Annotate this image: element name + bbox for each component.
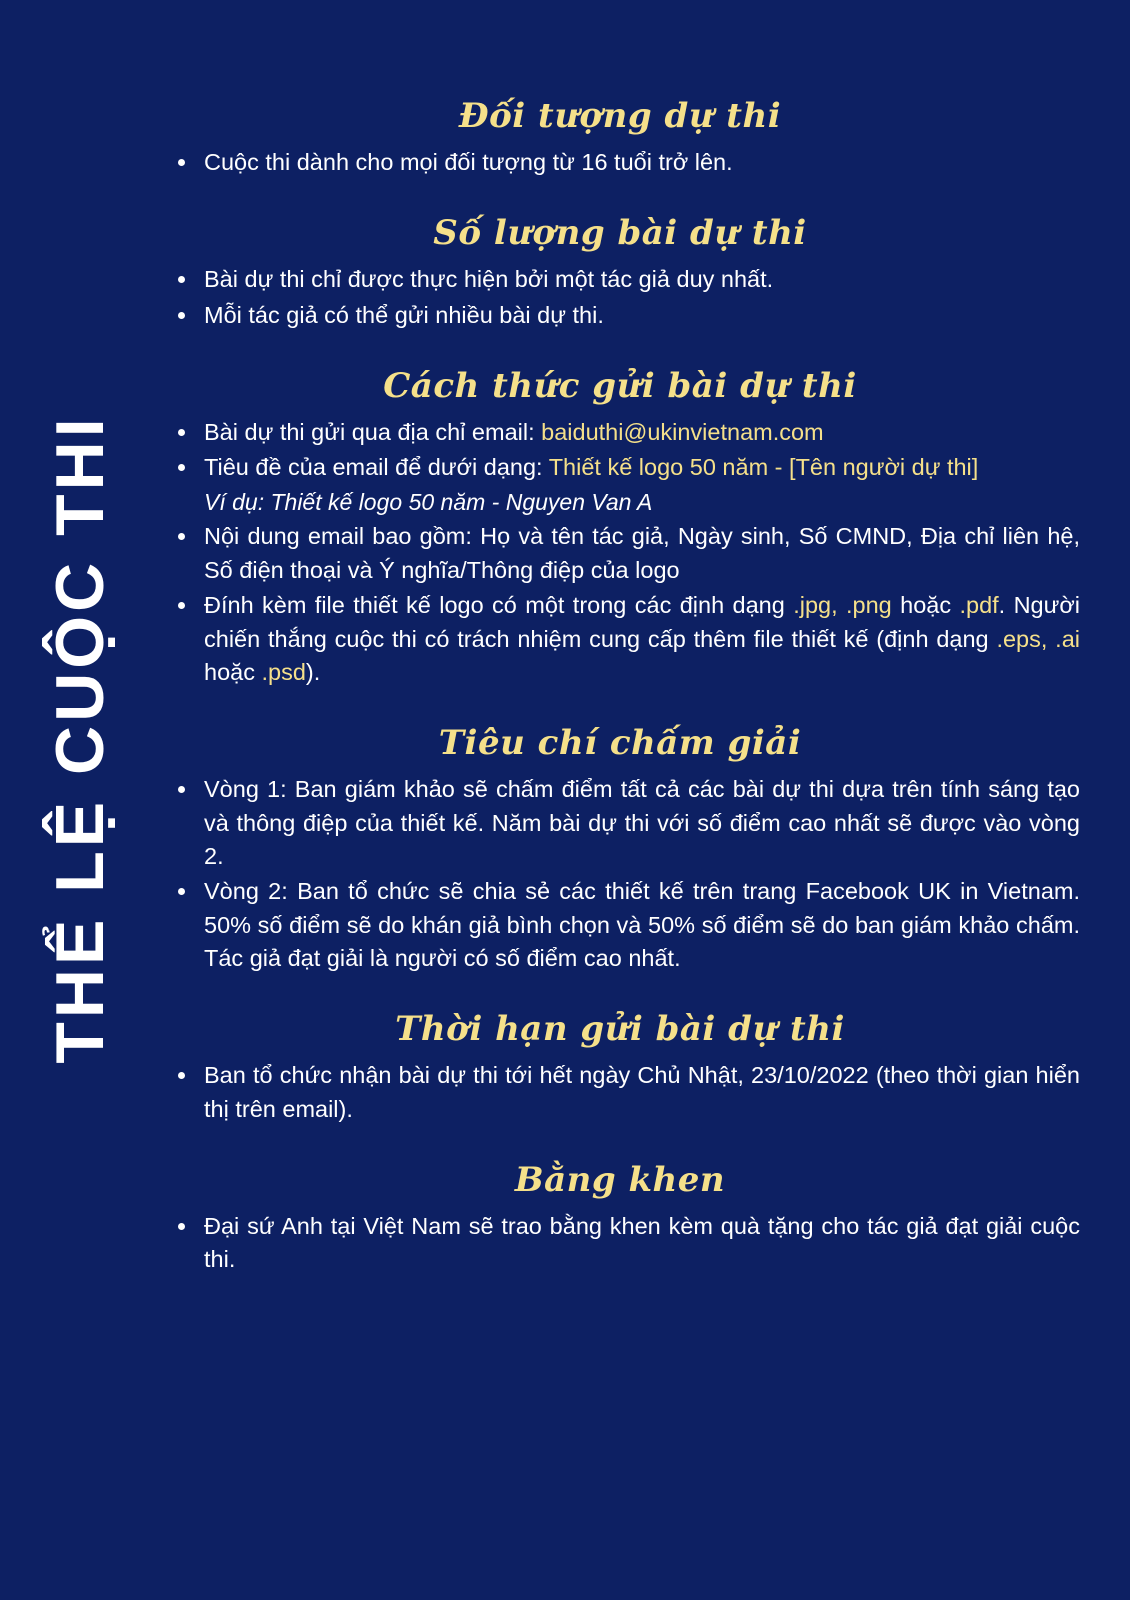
list-item — [160, 875, 1080, 975]
section-so-luong-bai-du-thi — [160, 213, 1080, 332]
list-item-text: Bài dự thi chỉ được thực hiện bởi một tác giả duy nhất. — [204, 266, 774, 293]
list-item-text: hoặc — [204, 658, 262, 685]
file-format-psd: .psd — [261, 658, 306, 685]
email-address[interactable]: baiduthi@ukinvietnam.com — [541, 419, 824, 446]
bullet-list — [160, 416, 1080, 689]
section-heading: Tiêu chí chấm giải — [438, 723, 802, 764]
file-format-pdf: .pdf — [959, 592, 999, 619]
list-item-text: Ban tổ chức nhận bài dự thi tới hết ngày Chủ Nhật, 23/10/2022 (theo thời gian hiển thị trên email). — [204, 1062, 1080, 1122]
list-item-text: ). — [305, 658, 321, 685]
section-heading: Thời hạn gửi bài dự thi — [395, 1009, 845, 1050]
section-heading: Đối tượng dự thi — [458, 96, 782, 136]
email-subject-format: Thiết kế logo 50 năm - [Tên người dự thi] — [548, 454, 979, 481]
section-tieu-chi-cham-giai — [160, 723, 1080, 975]
section-bang-khen — [160, 1160, 1080, 1277]
bullet-list — [160, 1059, 1080, 1126]
list-item-text: Cuộc thi dành cho mọi đối tượng từ 16 tuổi trở lên. — [204, 149, 733, 175]
bullet-list — [160, 1210, 1080, 1277]
section-heading: Cách thức gửi bài dự thi — [383, 366, 857, 407]
list-item — [160, 416, 1080, 449]
vertical-title-bar — [0, 0, 150, 1600]
example-text: Ví dụ: Thiết kế logo 50 năm - Nguyen Van A — [204, 488, 653, 515]
list-item-text: Nội dung email bao gồm: Họ và tên tác giả, Ngày sinh, Số CMND, Địa chỉ liên hệ, Số điện thoại và Ý nghĩa/Thông điệp của logo — [204, 523, 1080, 583]
content-column — [160, 96, 1080, 1283]
list-item — [160, 520, 1080, 587]
list-item-text: Tiêu đề của email để dưới dạng: — [204, 454, 549, 481]
bullet-list — [160, 146, 1080, 179]
file-format-eps-ai: .eps, .ai — [996, 625, 1081, 652]
list-item — [160, 589, 1080, 689]
list-item-text: . Người chiến thắng cuộc thi có trách nhiệm cung cấp thêm file thiết kế (định dạng — [204, 592, 1080, 652]
list-item-text: Mỗi tác giả có thể gửi nhiều bài dự thi. — [204, 301, 604, 328]
section-cach-thuc-gui-bai-du-thi — [160, 366, 1080, 689]
section-heading: Số lượng bài dự thi — [433, 213, 807, 254]
page-title: THỂ LỆ CUỘC THI — [42, 414, 118, 1064]
list-item — [160, 1210, 1080, 1277]
list-item — [160, 451, 1080, 518]
list-item — [160, 773, 1080, 873]
section-doi-tuong-du-thi — [160, 96, 1080, 179]
list-item — [160, 146, 1080, 179]
list-item-text: Đính kèm file thiết kế logo có một trong các định dạng — [204, 592, 794, 619]
list-item — [160, 299, 1080, 332]
file-format-jpg-png: .jpg, .png — [793, 592, 892, 619]
bullet-list — [160, 773, 1080, 975]
section-thoi-han-gui-bai-du-thi — [160, 1009, 1080, 1126]
list-item — [160, 1059, 1080, 1126]
list-item-text: Đại sứ Anh tại Việt Nam sẽ trao bằng khen kèm quà tặng cho tác giả đạt giải cuộc thi. — [204, 1213, 1080, 1273]
bullet-list — [160, 263, 1080, 332]
list-item-text: Bài dự thi gửi qua địa chỉ email: — [204, 419, 542, 446]
list-item-text: hoặc — [891, 592, 960, 619]
section-heading: Bằng khen — [514, 1160, 726, 1201]
list-item — [160, 263, 1080, 296]
list-item-text: Vòng 2: Ban tổ chức sẽ chia sẻ các thiết kế trên trang Facebook UK in Vietnam. 50% số điểm sẽ do khán giả bình chọn và 50% số điểm sẽ do ban giám khảo chấm. Tác giả đạt giải là người có số điểm cao nhất. — [204, 878, 1080, 972]
list-item-text: Vòng 1: Ban giám khảo sẽ chấm điểm tất cả các bài dự thi dựa trên tính sáng tạo và thông điệp của thiết kế. Năm bài dự thi với số điểm cao nhất sẽ được vào vòng 2. — [204, 776, 1080, 869]
